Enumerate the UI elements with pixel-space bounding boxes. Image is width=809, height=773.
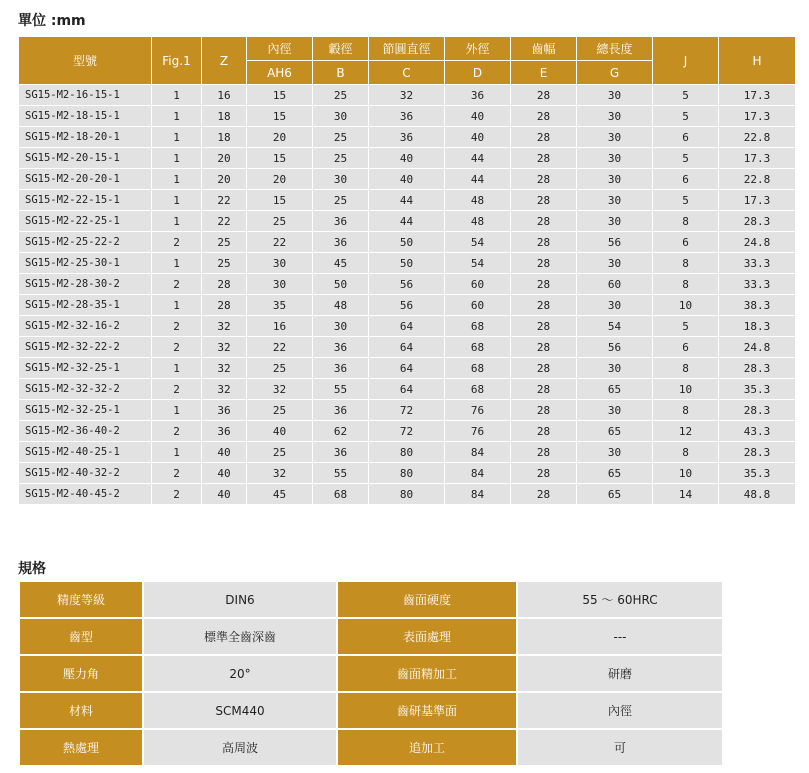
- table-row: [19, 442, 796, 463]
- cell-total-length: 65: [577, 484, 653, 505]
- cell-outer-diameter: 68: [445, 337, 511, 358]
- cell-fig: 1: [152, 295, 202, 316]
- header-pitch-diameter: 節圓直徑: [369, 37, 445, 61]
- cell-model: SG15-M2-40-25-1: [19, 442, 152, 463]
- cell-pitch-diameter: 50: [369, 232, 445, 253]
- cell-fig: 1: [152, 106, 202, 127]
- cell-model: SG15-M2-22-15-1: [19, 190, 152, 211]
- spec-row: [19, 618, 723, 655]
- cell-total-length: 30: [577, 400, 653, 421]
- cell-pitch-diameter: 80: [369, 484, 445, 505]
- cell-hub: 30: [313, 106, 369, 127]
- cell-z: 18: [202, 106, 247, 127]
- cell-j: 8: [653, 253, 719, 274]
- spec-value: 研磨: [517, 655, 723, 692]
- cell-fig: 1: [152, 190, 202, 211]
- cell-model: SG15-M2-36-40-2: [19, 421, 152, 442]
- cell-model: SG15-M2-25-22-2: [19, 232, 152, 253]
- cell-hub: 36: [313, 442, 369, 463]
- cell-face-width: 28: [511, 442, 577, 463]
- cell-bore: 25: [247, 358, 313, 379]
- cell-total-length: 30: [577, 358, 653, 379]
- cell-face-width: 28: [511, 358, 577, 379]
- table-row: [19, 484, 796, 505]
- cell-face-width: 28: [511, 106, 577, 127]
- cell-face-width: 28: [511, 274, 577, 295]
- cell-face-width: 28: [511, 148, 577, 169]
- cell-h: 22.8: [719, 127, 796, 148]
- cell-total-length: 56: [577, 337, 653, 358]
- header-sub-b: B: [313, 61, 369, 85]
- cell-bore: 22: [247, 232, 313, 253]
- cell-outer-diameter: 48: [445, 190, 511, 211]
- cell-fig: 2: [152, 274, 202, 295]
- cell-face-width: 28: [511, 232, 577, 253]
- cell-total-length: 30: [577, 148, 653, 169]
- cell-h: 17.3: [719, 148, 796, 169]
- cell-outer-diameter: 84: [445, 463, 511, 484]
- cell-model: SG15-M2-32-16-2: [19, 316, 152, 337]
- cell-hub: 68: [313, 484, 369, 505]
- cell-face-width: 28: [511, 379, 577, 400]
- cell-face-width: 28: [511, 169, 577, 190]
- cell-outer-diameter: 68: [445, 358, 511, 379]
- cell-pitch-diameter: 50: [369, 253, 445, 274]
- cell-z: 20: [202, 169, 247, 190]
- spec-value: DIN6: [143, 581, 337, 618]
- cell-pitch-diameter: 64: [369, 379, 445, 400]
- cell-j: 5: [653, 316, 719, 337]
- spec-label: 精度等級: [19, 581, 143, 618]
- table-row: [19, 190, 796, 211]
- cell-pitch-diameter: 44: [369, 190, 445, 211]
- cell-face-width: 28: [511, 463, 577, 484]
- cell-total-length: 30: [577, 85, 653, 106]
- cell-bore: 25: [247, 442, 313, 463]
- cell-h: 17.3: [719, 106, 796, 127]
- cell-hub: 25: [313, 127, 369, 148]
- cell-outer-diameter: 54: [445, 253, 511, 274]
- header-sub-ah6: AH6: [247, 61, 313, 85]
- cell-face-width: 28: [511, 85, 577, 106]
- cell-fig: 2: [152, 316, 202, 337]
- spec-heading: 規格: [18, 561, 46, 577]
- cell-h: 28.3: [719, 211, 796, 232]
- table-row: [19, 127, 796, 148]
- header-bore: 內徑: [247, 37, 313, 61]
- spec-row: [19, 729, 723, 766]
- cell-pitch-diameter: 80: [369, 442, 445, 463]
- cell-z: 36: [202, 421, 247, 442]
- cell-face-width: 28: [511, 127, 577, 148]
- cell-z: 22: [202, 211, 247, 232]
- cell-pitch-diameter: 36: [369, 106, 445, 127]
- spec-value: 內徑: [517, 692, 723, 729]
- cell-fig: 1: [152, 169, 202, 190]
- cell-bore: 30: [247, 253, 313, 274]
- cell-hub: 36: [313, 358, 369, 379]
- cell-bore: 16: [247, 316, 313, 337]
- cell-pitch-diameter: 56: [369, 295, 445, 316]
- cell-z: 40: [202, 484, 247, 505]
- cell-outer-diameter: 48: [445, 211, 511, 232]
- cell-j: 14: [653, 484, 719, 505]
- cell-hub: 30: [313, 169, 369, 190]
- cell-total-length: 30: [577, 253, 653, 274]
- cell-bore: 15: [247, 190, 313, 211]
- cell-j: 5: [653, 85, 719, 106]
- cell-j: 8: [653, 400, 719, 421]
- cell-hub: 36: [313, 400, 369, 421]
- cell-total-length: 30: [577, 211, 653, 232]
- cell-hub: 25: [313, 190, 369, 211]
- cell-total-length: 30: [577, 442, 653, 463]
- cell-pitch-diameter: 64: [369, 337, 445, 358]
- cell-fig: 1: [152, 85, 202, 106]
- cell-z: 32: [202, 337, 247, 358]
- table-row: [19, 316, 796, 337]
- cell-j: 10: [653, 379, 719, 400]
- table-row: [19, 295, 796, 316]
- cell-face-width: 28: [511, 400, 577, 421]
- cell-bore: 22: [247, 337, 313, 358]
- table-row: [19, 463, 796, 484]
- cell-h: 35.3: [719, 463, 796, 484]
- cell-face-width: 28: [511, 253, 577, 274]
- cell-total-length: 65: [577, 379, 653, 400]
- cell-j: 5: [653, 106, 719, 127]
- cell-fig: 2: [152, 421, 202, 442]
- cell-model: SG15-M2-20-15-1: [19, 148, 152, 169]
- cell-z: 28: [202, 274, 247, 295]
- cell-pitch-diameter: 36: [369, 127, 445, 148]
- spec-label: 壓力角: [19, 655, 143, 692]
- cell-outer-diameter: 54: [445, 232, 511, 253]
- header-face-width: 齒幅: [511, 37, 577, 61]
- header-z: Z: [202, 37, 247, 85]
- cell-pitch-diameter: 72: [369, 400, 445, 421]
- cell-outer-diameter: 68: [445, 379, 511, 400]
- cell-outer-diameter: 76: [445, 421, 511, 442]
- cell-face-width: 28: [511, 337, 577, 358]
- cell-fig: 2: [152, 379, 202, 400]
- cell-z: 18: [202, 127, 247, 148]
- cell-face-width: 28: [511, 295, 577, 316]
- cell-hub: 55: [313, 463, 369, 484]
- cell-hub: 50: [313, 274, 369, 295]
- cell-h: 28.3: [719, 400, 796, 421]
- table-row: [19, 274, 796, 295]
- cell-total-length: 30: [577, 127, 653, 148]
- cell-fig: 2: [152, 463, 202, 484]
- header-sub-e: E: [511, 61, 577, 85]
- cell-j: 12: [653, 421, 719, 442]
- cell-outer-diameter: 60: [445, 274, 511, 295]
- cell-outer-diameter: 44: [445, 148, 511, 169]
- spec-value: 可: [517, 729, 723, 766]
- cell-bore: 40: [247, 421, 313, 442]
- cell-bore: 30: [247, 274, 313, 295]
- cell-bore: 32: [247, 379, 313, 400]
- cell-total-length: 30: [577, 169, 653, 190]
- cell-z: 25: [202, 253, 247, 274]
- spec-value: ---: [517, 618, 723, 655]
- cell-total-length: 30: [577, 106, 653, 127]
- cell-h: 17.3: [719, 190, 796, 211]
- cell-pitch-diameter: 64: [369, 358, 445, 379]
- header-j: J: [653, 37, 719, 85]
- cell-bore: 25: [247, 400, 313, 421]
- cell-h: 38.3: [719, 295, 796, 316]
- cell-outer-diameter: 84: [445, 442, 511, 463]
- cell-z: 32: [202, 316, 247, 337]
- cell-model: SG15-M2-32-22-2: [19, 337, 152, 358]
- cell-bore: 15: [247, 106, 313, 127]
- cell-h: 28.3: [719, 442, 796, 463]
- spec-label: 齒研基準面: [337, 692, 517, 729]
- cell-model: SG15-M2-28-35-1: [19, 295, 152, 316]
- cell-model: SG15-M2-32-32-2: [19, 379, 152, 400]
- cell-z: 36: [202, 400, 247, 421]
- cell-z: 16: [202, 85, 247, 106]
- cell-fig: 2: [152, 337, 202, 358]
- cell-h: 24.8: [719, 337, 796, 358]
- table-row: [19, 421, 796, 442]
- cell-face-width: 28: [511, 484, 577, 505]
- cell-j: 8: [653, 274, 719, 295]
- cell-pitch-diameter: 56: [369, 274, 445, 295]
- gear-spec-table: [18, 36, 796, 505]
- cell-h: 17.3: [719, 85, 796, 106]
- header-fig: Fig.1: [152, 37, 202, 85]
- cell-z: 40: [202, 442, 247, 463]
- cell-hub: 25: [313, 148, 369, 169]
- cell-outer-diameter: 84: [445, 484, 511, 505]
- cell-hub: 25: [313, 85, 369, 106]
- cell-total-length: 30: [577, 295, 653, 316]
- cell-model: SG15-M2-18-20-1: [19, 127, 152, 148]
- cell-bore: 15: [247, 85, 313, 106]
- cell-bore: 15: [247, 148, 313, 169]
- cell-pitch-diameter: 64: [369, 316, 445, 337]
- cell-pitch-diameter: 40: [369, 148, 445, 169]
- cell-j: 6: [653, 169, 719, 190]
- unit-label: 單位 :mm: [18, 13, 86, 29]
- cell-hub: 62: [313, 421, 369, 442]
- cell-h: 43.3: [719, 421, 796, 442]
- cell-hub: 36: [313, 211, 369, 232]
- spec-value: 標準全齒深齒: [143, 618, 337, 655]
- cell-bore: 45: [247, 484, 313, 505]
- cell-j: 8: [653, 442, 719, 463]
- spec-row: [19, 655, 723, 692]
- cell-bore: 20: [247, 127, 313, 148]
- header-sub-g: G: [577, 61, 653, 85]
- cell-h: 35.3: [719, 379, 796, 400]
- cell-hub: 55: [313, 379, 369, 400]
- cell-face-width: 28: [511, 211, 577, 232]
- cell-bore: 25: [247, 211, 313, 232]
- spec-label: 追加工: [337, 729, 517, 766]
- header-h: H: [719, 37, 796, 85]
- cell-fig: 1: [152, 253, 202, 274]
- spec-label: 表面處理: [337, 618, 517, 655]
- cell-j: 5: [653, 148, 719, 169]
- cell-pitch-diameter: 40: [369, 169, 445, 190]
- cell-hub: 30: [313, 316, 369, 337]
- cell-z: 25: [202, 232, 247, 253]
- table-row: [19, 253, 796, 274]
- cell-h: 28.3: [719, 358, 796, 379]
- cell-z: 22: [202, 190, 247, 211]
- spec-table: [18, 580, 724, 767]
- cell-j: 6: [653, 337, 719, 358]
- cell-j: 5: [653, 190, 719, 211]
- cell-model: SG15-M2-32-25-1: [19, 358, 152, 379]
- cell-fig: 2: [152, 484, 202, 505]
- header-total-length: 總長度: [577, 37, 653, 61]
- cell-z: 28: [202, 295, 247, 316]
- table-row: [19, 148, 796, 169]
- table-row: [19, 400, 796, 421]
- cell-outer-diameter: 44: [445, 169, 511, 190]
- cell-hub: 36: [313, 337, 369, 358]
- cell-fig: 1: [152, 127, 202, 148]
- cell-face-width: 28: [511, 190, 577, 211]
- cell-outer-diameter: 40: [445, 106, 511, 127]
- spec-label: 齒型: [19, 618, 143, 655]
- header-model: 型號: [19, 37, 152, 85]
- cell-model: SG15-M2-20-20-1: [19, 169, 152, 190]
- cell-pitch-diameter: 32: [369, 85, 445, 106]
- spec-row: [19, 692, 723, 729]
- cell-total-length: 65: [577, 463, 653, 484]
- cell-face-width: 28: [511, 316, 577, 337]
- cell-z: 20: [202, 148, 247, 169]
- cell-h: 22.8: [719, 169, 796, 190]
- cell-model: SG15-M2-40-45-2: [19, 484, 152, 505]
- header-sub-c: C: [369, 61, 445, 85]
- cell-j: 6: [653, 127, 719, 148]
- cell-fig: 1: [152, 400, 202, 421]
- cell-h: 18.3: [719, 316, 796, 337]
- spec-value: 高周波: [143, 729, 337, 766]
- cell-face-width: 28: [511, 421, 577, 442]
- table-row: [19, 379, 796, 400]
- table-row: [19, 358, 796, 379]
- cell-bore: 35: [247, 295, 313, 316]
- cell-h: 33.3: [719, 274, 796, 295]
- cell-outer-diameter: 40: [445, 127, 511, 148]
- cell-j: 10: [653, 295, 719, 316]
- cell-outer-diameter: 36: [445, 85, 511, 106]
- cell-fig: 2: [152, 232, 202, 253]
- cell-model: SG15-M2-28-30-2: [19, 274, 152, 295]
- header-sub-d: D: [445, 61, 511, 85]
- cell-h: 48.8: [719, 484, 796, 505]
- spec-label: 熱處理: [19, 729, 143, 766]
- cell-fig: 1: [152, 358, 202, 379]
- cell-fig: 1: [152, 211, 202, 232]
- cell-j: 8: [653, 358, 719, 379]
- cell-model: SG15-M2-18-15-1: [19, 106, 152, 127]
- spec-label: 齒面硬度: [337, 581, 517, 618]
- cell-hub: 36: [313, 232, 369, 253]
- cell-total-length: 54: [577, 316, 653, 337]
- cell-model: SG15-M2-40-32-2: [19, 463, 152, 484]
- cell-j: 8: [653, 211, 719, 232]
- cell-total-length: 30: [577, 190, 653, 211]
- spec-label: 材料: [19, 692, 143, 729]
- header-row-top: [19, 37, 796, 61]
- spec-value: 55 ～ 60HRC: [517, 581, 723, 618]
- cell-pitch-diameter: 44: [369, 211, 445, 232]
- cell-h: 24.8: [719, 232, 796, 253]
- cell-model: SG15-M2-32-25-1: [19, 400, 152, 421]
- header-outer-diameter: 外徑: [445, 37, 511, 61]
- spec-value: SCM440: [143, 692, 337, 729]
- cell-h: 33.3: [719, 253, 796, 274]
- cell-fig: 1: [152, 442, 202, 463]
- table-row: [19, 232, 796, 253]
- cell-z: 40: [202, 463, 247, 484]
- cell-outer-diameter: 60: [445, 295, 511, 316]
- table-row: [19, 169, 796, 190]
- cell-pitch-diameter: 80: [369, 463, 445, 484]
- cell-pitch-diameter: 72: [369, 421, 445, 442]
- spec-value: 20°: [143, 655, 337, 692]
- cell-total-length: 56: [577, 232, 653, 253]
- spec-table-body: [19, 581, 723, 766]
- table-row: [19, 337, 796, 358]
- cell-j: 6: [653, 232, 719, 253]
- cell-total-length: 60: [577, 274, 653, 295]
- spec-row: [19, 581, 723, 618]
- cell-total-length: 65: [577, 421, 653, 442]
- cell-model: SG15-M2-16-15-1: [19, 85, 152, 106]
- cell-model: SG15-M2-25-30-1: [19, 253, 152, 274]
- cell-z: 32: [202, 379, 247, 400]
- cell-fig: 1: [152, 148, 202, 169]
- cell-z: 32: [202, 358, 247, 379]
- cell-hub: 48: [313, 295, 369, 316]
- table-row: [19, 85, 796, 106]
- cell-outer-diameter: 76: [445, 400, 511, 421]
- cell-bore: 32: [247, 463, 313, 484]
- table-row: [19, 106, 796, 127]
- gear-spec-table-body: [19, 85, 796, 505]
- cell-bore: 20: [247, 169, 313, 190]
- cell-outer-diameter: 68: [445, 316, 511, 337]
- cell-hub: 45: [313, 253, 369, 274]
- cell-model: SG15-M2-22-25-1: [19, 211, 152, 232]
- header-hub: 轂徑: [313, 37, 369, 61]
- spec-label: 齒面精加工: [337, 655, 517, 692]
- cell-j: 10: [653, 463, 719, 484]
- table-row: [19, 211, 796, 232]
